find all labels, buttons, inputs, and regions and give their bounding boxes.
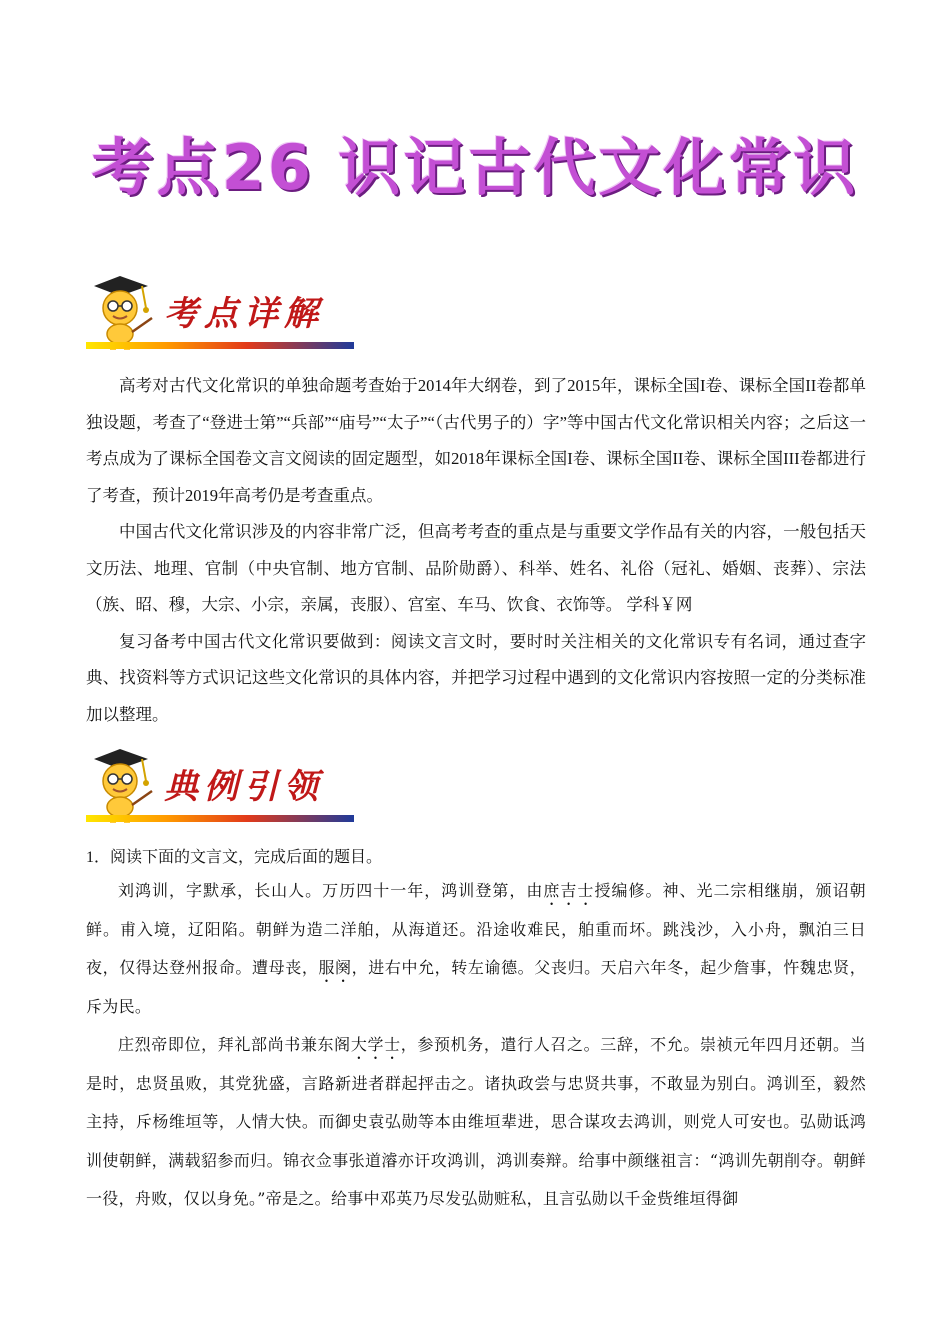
graduate-mascot-icon (86, 745, 156, 825)
paragraph: 复习备考中国古代文化常识要做到：阅读文言文时，要时时关注相关的文化常识专有名词，通过查字典、找资料等方式识记这些文化常识的具体内容，并把学习过程中遇到的文化常识内容按照一定的分类标准加以整理。 (86, 631, 866, 724)
emphasized-term: 庶吉士 (543, 881, 595, 900)
section-header-detail (86, 272, 356, 352)
page-title: 考点26 识记古代文化常识 (91, 131, 859, 204)
section-label-detail: 考点详解 (164, 294, 324, 334)
question-stem: 1．阅读下面的文言文，完成后面的题目。 (86, 849, 383, 866)
section-divider-bar (86, 815, 354, 822)
graduate-mascot-icon (86, 272, 156, 352)
classical-passage (86, 872, 866, 1219)
section-label-example: 典例引领 (164, 767, 324, 807)
emphasized-term: 大学士 (350, 1035, 401, 1054)
paragraph: 高考对古代文化常识的单独命题考查始于2014年大纲卷，到了2015年，课标全国I卷、课标全国II卷都单独设题，考查了“登进士第”“兵部”“庙号”“太子”“（古代男子的）字”等中国古代文化常识相关内容；之后这一考点成为了课标全国卷文言文阅读的固定题型，如2018年课标全国I卷、课标全国II卷、课标全国III卷都进行了考查，预计2019年高考仍是考查重点。 (86, 376, 866, 505)
detail-text (86, 368, 866, 733)
section-header-example (86, 745, 356, 825)
emphasized-term: 服阕 (318, 958, 352, 977)
passage-paragraph: 庄烈帝即位，拜礼部尚书兼东阁大学士，参预机务，遣行人召之。三辞，不允。崇祯元年四月还朝。当是时，忠贤虽败，其党犹盛，言路新进者群起抨击之。诸执政尝与忠贤共事，不敢显为别白。鸿训至，毅然主持，斥杨维垣等，人情大快。而御史袁弘勋等本由维垣辈进，思合谋攻去鸿训，则党人可安也。弘勋诋鸿训使朝鲜，满载貂参而归。锦衣佥事张道濬亦讦攻鸿训，鸿训奏辩。给事中颜继祖言：“鸿训先朝削夺。朝鲜一役，舟败，仅以身免。”帝是之。给事中邓英乃尽发弘勋赃私，且言弘勋以千金赀维垣得御 (86, 1035, 866, 1208)
passage-paragraph: 刘鸿训，字默承，长山人。万历四十一年，鸿训登第，由庶吉士授编修。神、光二宗相继崩，颁诏朝鲜。甫入境，辽阳陷。朝鲜为造二洋舶，从海道还。沿途收难民，舶重而坏。跳浅沙，入小舟，飘泊三日夜，仅得达登州报命。遭母丧，服阕，进右中允，转左谕德。父丧归。天启六年冬，起少詹事，忤魏忠贤，斥为民。 (86, 881, 867, 1016)
paragraph: 中国古代文化常识涉及的内容非常广泛，但高考考查的重点是与重要文学作品有关的内容，一般包括天文历法、地理、官制（中央官制、地方官制、品阶勋爵）、科举、姓名、礼俗（冠礼、婚姻、丧葬）、宗法（族、昭、穆，大宗、小宗，亲属，丧服）、宫室、车马、饮食、衣饰等。 学科￥网 (86, 522, 866, 614)
section-divider-bar (86, 342, 354, 349)
